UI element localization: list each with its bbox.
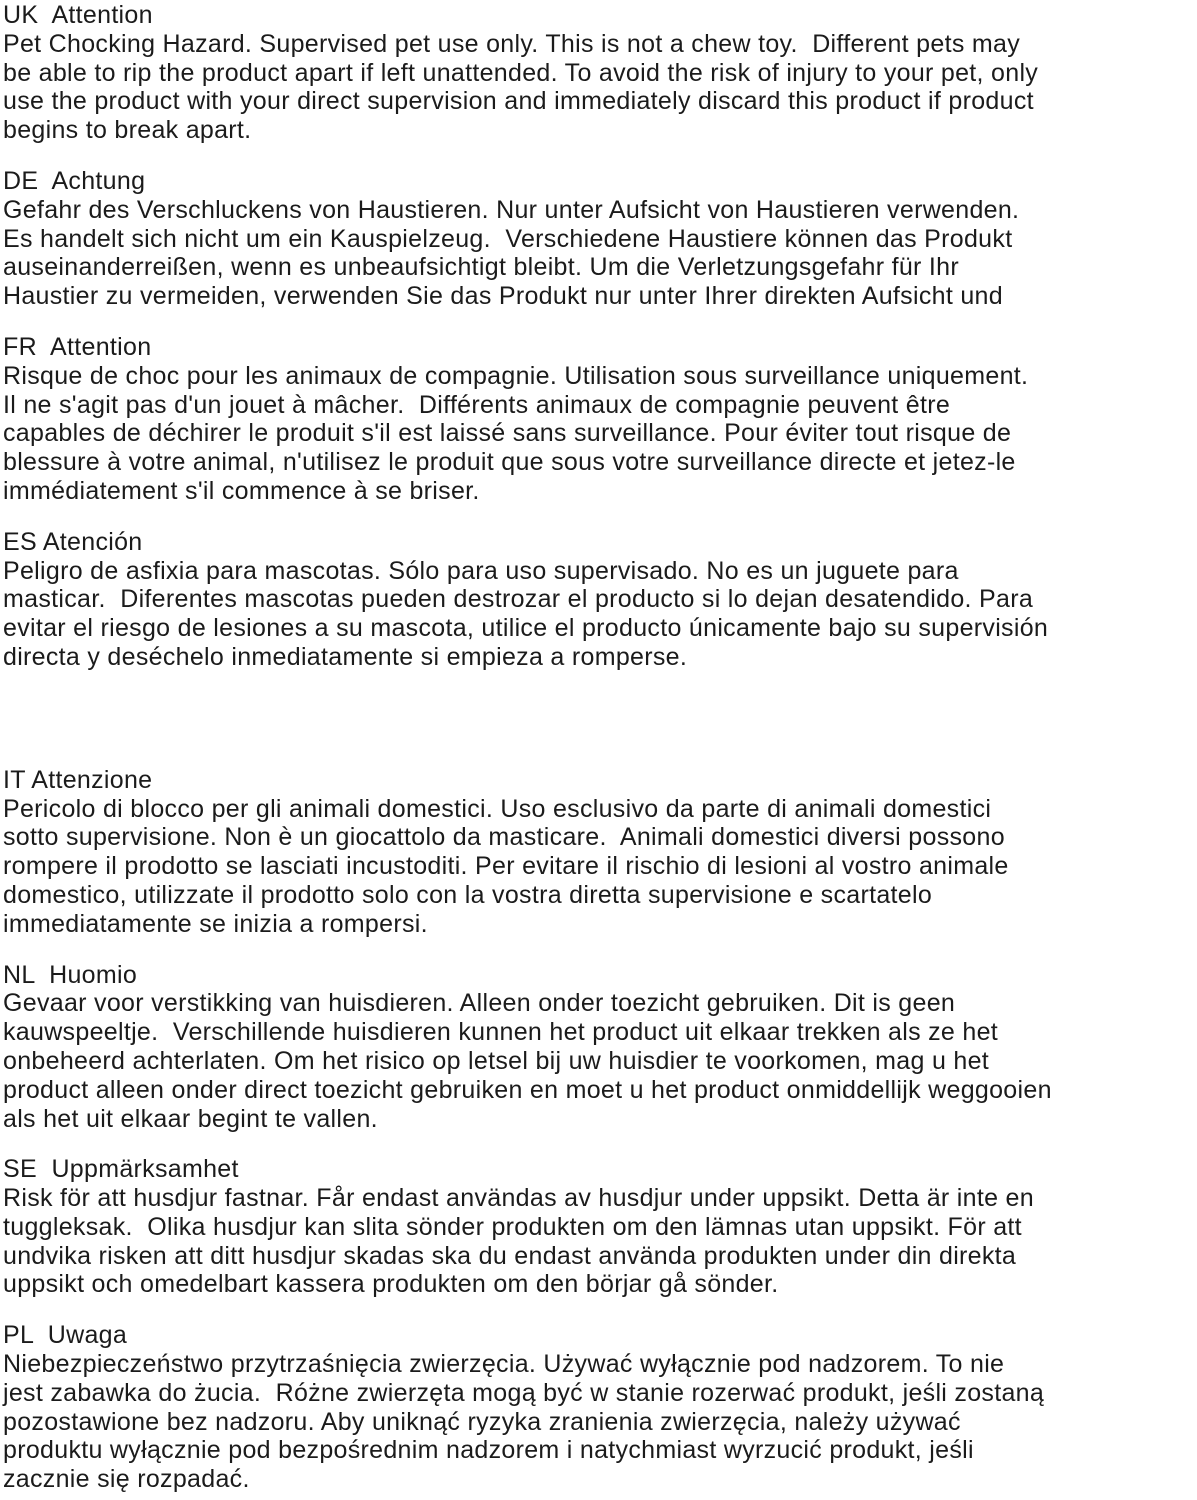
text-line: Peligro de asfixia para mascotas. Sólo para uso supervisado. No es un juguete para (3, 556, 959, 585)
warning-section-es (3, 528, 1197, 672)
text-line: capables de déchirer le produit s'il est laissé sans surveillance. Pour éviter tout risque de (3, 419, 1012, 448)
text-line: Risk för att husdjur fastnar. Får endast användas av husdjur under uppsikt. Detta är inte en (3, 1184, 1034, 1213)
warning-section-fr (3, 333, 1197, 506)
text-line: undvika risken att ditt husdjur skadas ska du endast använda produkten under din direkta (3, 1241, 1017, 1270)
text-line: produktu wyłącznie pod bezpośrednim nadzorem i natychmiast wyrzucić produkt, jeśli (3, 1436, 974, 1465)
text-line: uppsikt och omedelbart kassera produkten om den börjar gå sönder. (3, 1270, 779, 1299)
text-line: Pet Chocking Hazard. Supervised pet use only. This is not a chew toy. Different pets may (3, 29, 1021, 58)
text-line: evitar el riesgo de lesiones a su mascota, utilice el producto únicamente bajo su supervisión (3, 614, 1049, 643)
section-heading-es: ES Atención (3, 527, 143, 556)
text-line: immédiatement s'il commence à se briser. (3, 476, 480, 505)
text-line: domestico, utilizzate il prodotto solo con la vostra diretta supervisione e scartatelo (3, 880, 933, 909)
text-line: rompere il prodotto se lasciati incustoditi. Per evitare il rischio di lesioni al vostro animale (3, 852, 1009, 881)
section-heading-fr: FR Attention (3, 332, 152, 361)
text-line: Es handelt sich nicht um ein Kauspielzeug. Verschiedene Haustiere können das Produkt (3, 224, 1013, 253)
text-line: masticar. Diferentes mascotas pueden destrozar el producto si lo dejan desatendido. Para (3, 585, 1034, 614)
section-heading-se: SE Uppmärksamhet (3, 1155, 239, 1184)
text-line: tuggleksak. Olika husdjur kan slita sönder produkten om den lämnas utan uppsikt. För att (3, 1212, 1022, 1241)
text-line: immediatamente se inizia a rompersi. (3, 909, 428, 938)
text-line: pozostawione bez nadzoru. Aby uniknąć ryzyka zranienia zwierzęcia, należy używać (3, 1407, 961, 1436)
text-line: Pericolo di blocco per gli animali domestici. Uso esclusivo da parte di animali domestici (3, 794, 992, 823)
text-line: Gevaar voor verstikking van huisdieren. Alleen onder toezicht gebruiken. Dit is geen (3, 989, 956, 1018)
text-line: Haustier zu vermeiden, verwenden Sie das Produkt nur unter Ihrer direkten Aufsicht und (3, 282, 1003, 311)
text-line: onbeheerd achterlaten. Om het risico op letsel bij uw huisdier te voorkomen, mag u het (3, 1046, 990, 1075)
text-line: be able to rip the product apart if left unattended. To avoid the risk of injury to your pet, only (3, 58, 1039, 87)
section-heading-it: IT Attenzione (3, 765, 153, 794)
text-line: begins to break apart. (3, 116, 252, 145)
warning-section-pl (3, 1321, 1197, 1494)
text-line: product alleen onder direct toezicht gebruiken en moet u het product onmiddellijk weggooien (3, 1075, 1052, 1104)
text-line: als het uit elkaar begint te vallen. (3, 1104, 378, 1133)
text-line: auseinanderreißen, wenn es unbeaufsichtigt bleibt. Um die Verletzungsgefahr für Ihr (3, 253, 960, 282)
section-heading-nl: NL Huomio (3, 960, 138, 989)
warning-section-it (3, 766, 1197, 939)
text-line: zacznie się rozpadać. (3, 1465, 250, 1494)
text-line: sotto supervisione. Non è un giocattolo da masticare. Animali domestici diversi possono (3, 823, 1005, 852)
text-line: use the product with your direct supervision and immediately discard this product if product (3, 87, 1034, 116)
warning-section-uk (3, 1, 1197, 145)
text-line: Gefahr des Verschluckens von Haustieren. Nur unter Aufsicht von Haustieren verwenden. (3, 195, 1020, 224)
text-line: jest zabawka do żucia. Różne zwierzęta mogą być w stanie rozerwać produkt, jeśli zostaną (3, 1378, 1045, 1407)
warning-section-se (3, 1155, 1197, 1299)
section-heading-uk: UK Attention (3, 1, 153, 29)
text-line: Risque de choc pour les animaux de compagnie. Utilisation sous surveillance uniquement. (3, 361, 1029, 390)
text-line: directa y deséchelo inmediatamente si empieza a romperse. (3, 642, 688, 671)
warning-section-de (3, 167, 1197, 311)
text-line: Il ne s'agit pas d'un jouet à mâcher. Différents animaux de compagnie peuvent être (3, 390, 951, 419)
text-line: Niebezpieczeństwo przytrzaśnięcia zwierzęcia. Używać wyłącznie pod nadzorem. To nie (3, 1350, 1005, 1379)
section-heading-pl: PL Uwaga (3, 1321, 128, 1350)
section-heading-de: DE Achtung (3, 166, 146, 195)
text-line: blessure à votre animal, n'utilisez le produit que sous votre surveillance directe et jetez-le (3, 448, 1016, 477)
text-line: kauwspeeltje. Verschillende huisdieren kunnen het product uit elkaar trekken als ze het (3, 1018, 999, 1047)
warning-section-nl (3, 961, 1197, 1134)
